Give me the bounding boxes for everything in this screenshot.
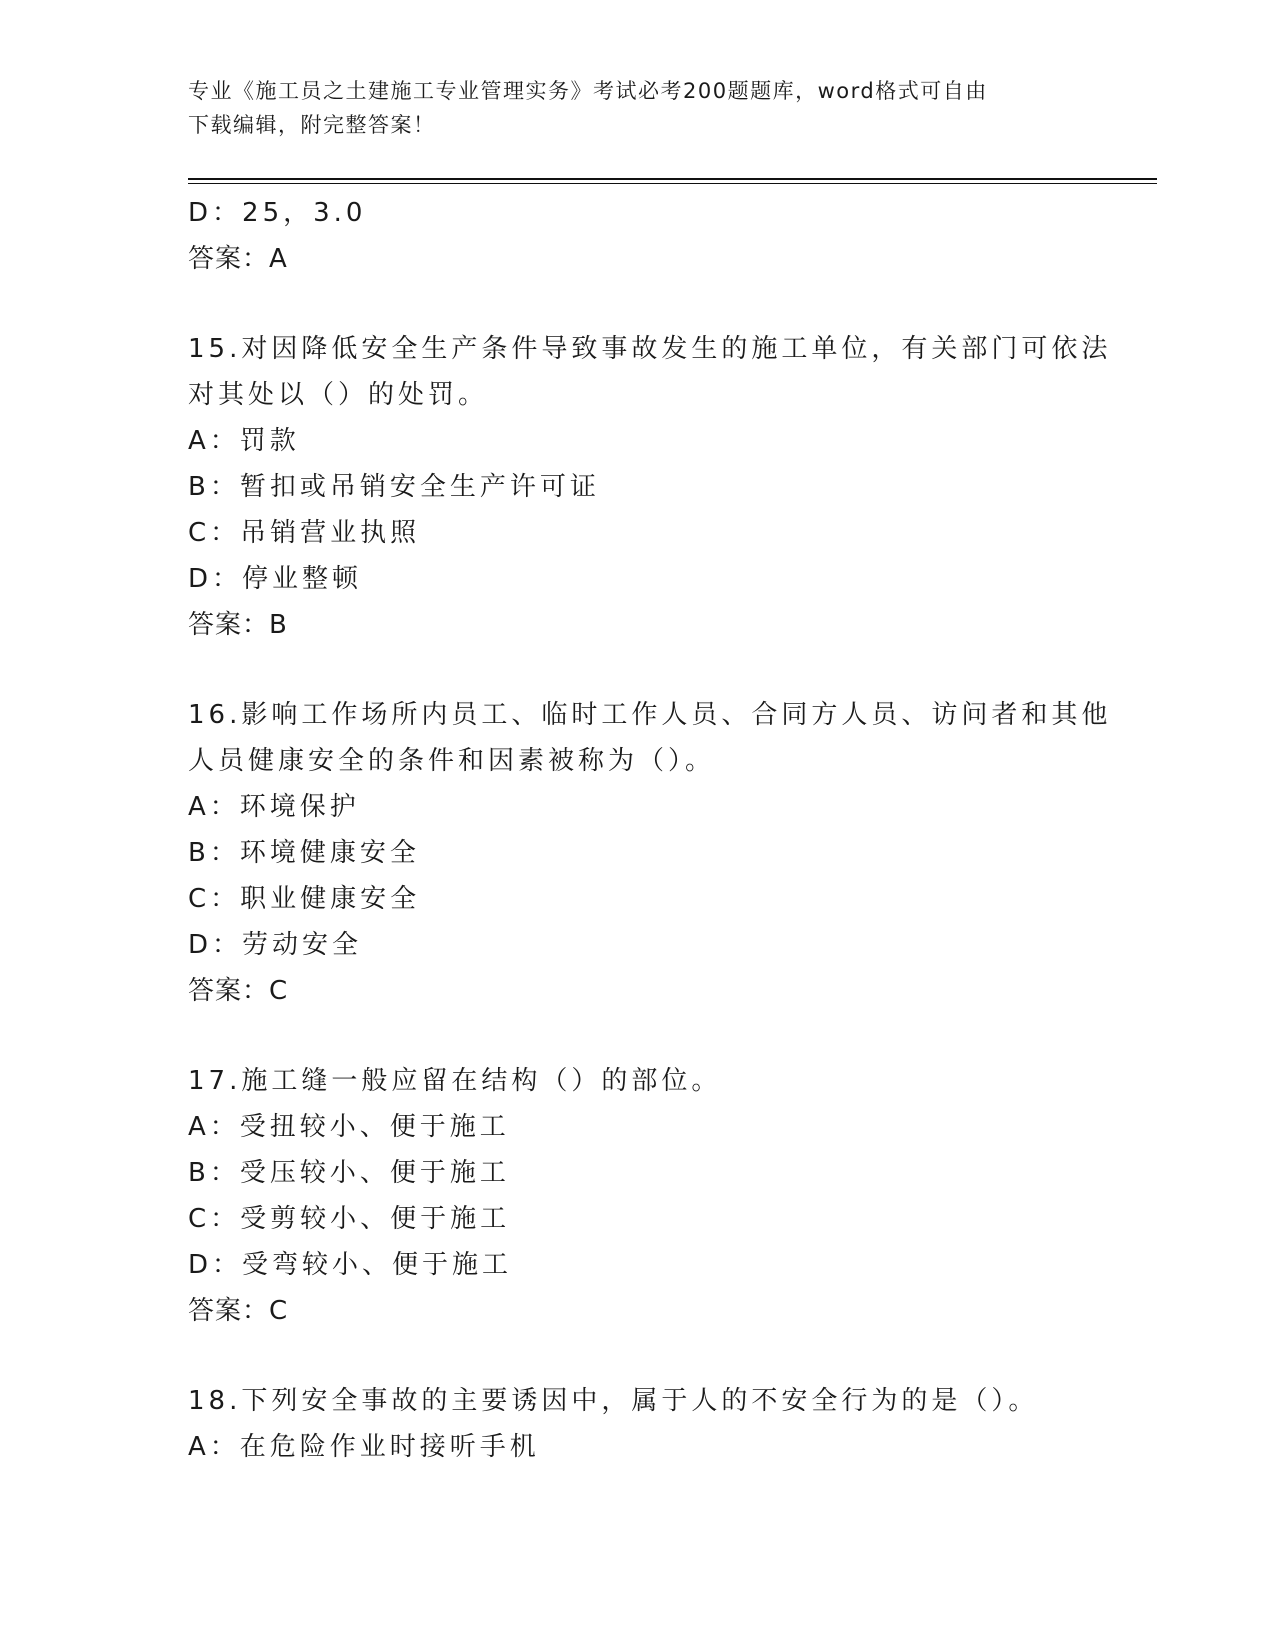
question-text: 15.对因降低安全生产条件导致事故发生的施工单位，有关部门可依法	[188, 334, 1112, 364]
option-a: A：在危险作业时接听手机	[188, 1432, 540, 1462]
option-c: C：受剪较小、便于施工	[188, 1204, 511, 1234]
answer-line: 答案：A	[188, 244, 288, 274]
option-d: D：劳动安全	[188, 930, 363, 960]
question-text: 18.下列安全事故的主要诱因中，属于人的不安全行为的是（）。	[188, 1386, 1039, 1416]
option-b: B：受压较小、便于施工	[188, 1158, 510, 1188]
answer-line: 答案：B	[188, 610, 288, 640]
option-c: C：吊销营业执照	[188, 518, 421, 548]
question-text: 16.影响工作场所内员工、临时工作人员、合同方人员、访问者和其他	[188, 700, 1112, 730]
question-text: 17.施工缝一般应留在结构（）的部位。	[188, 1066, 722, 1096]
question-16	[188, 692, 1112, 1014]
option-d: D：停业整顿	[188, 564, 363, 594]
option-a: A：罚款	[188, 426, 300, 456]
carryover-block	[188, 190, 1088, 282]
header-line-2: 下载编辑，附完整答案！	[188, 113, 436, 137]
document-header	[188, 74, 1088, 142]
answer-line: 答案：C	[188, 976, 289, 1006]
option-d: D：受弯较小、便于施工	[188, 1250, 513, 1280]
option-c: C：职业健康安全	[188, 884, 421, 914]
option-b: B：环境健康安全	[188, 838, 420, 868]
answer-line: 答案：C	[188, 1296, 289, 1326]
header-line-1: 专业《施工员之土建施工专业管理实务》考试必考200题题库，word格式可自由	[188, 79, 988, 103]
question-18	[188, 1378, 1088, 1470]
question-content	[188, 190, 1112, 1470]
option-b: B：暂扣或吊销安全生产许可证	[188, 472, 600, 502]
option-a: A：环境保护	[188, 792, 360, 822]
header-rule-thick	[188, 178, 1157, 180]
question-text: 对其处以（）的处罚。	[188, 380, 489, 410]
question-text: 人员健康安全的条件和因素被称为（）。	[188, 746, 716, 776]
header-rule-thin	[188, 183, 1157, 184]
question-15	[188, 326, 1112, 648]
option-a: A：受扭较小、便于施工	[188, 1112, 510, 1142]
option-d: D：25，3.0	[188, 198, 367, 228]
question-17	[188, 1058, 1088, 1334]
